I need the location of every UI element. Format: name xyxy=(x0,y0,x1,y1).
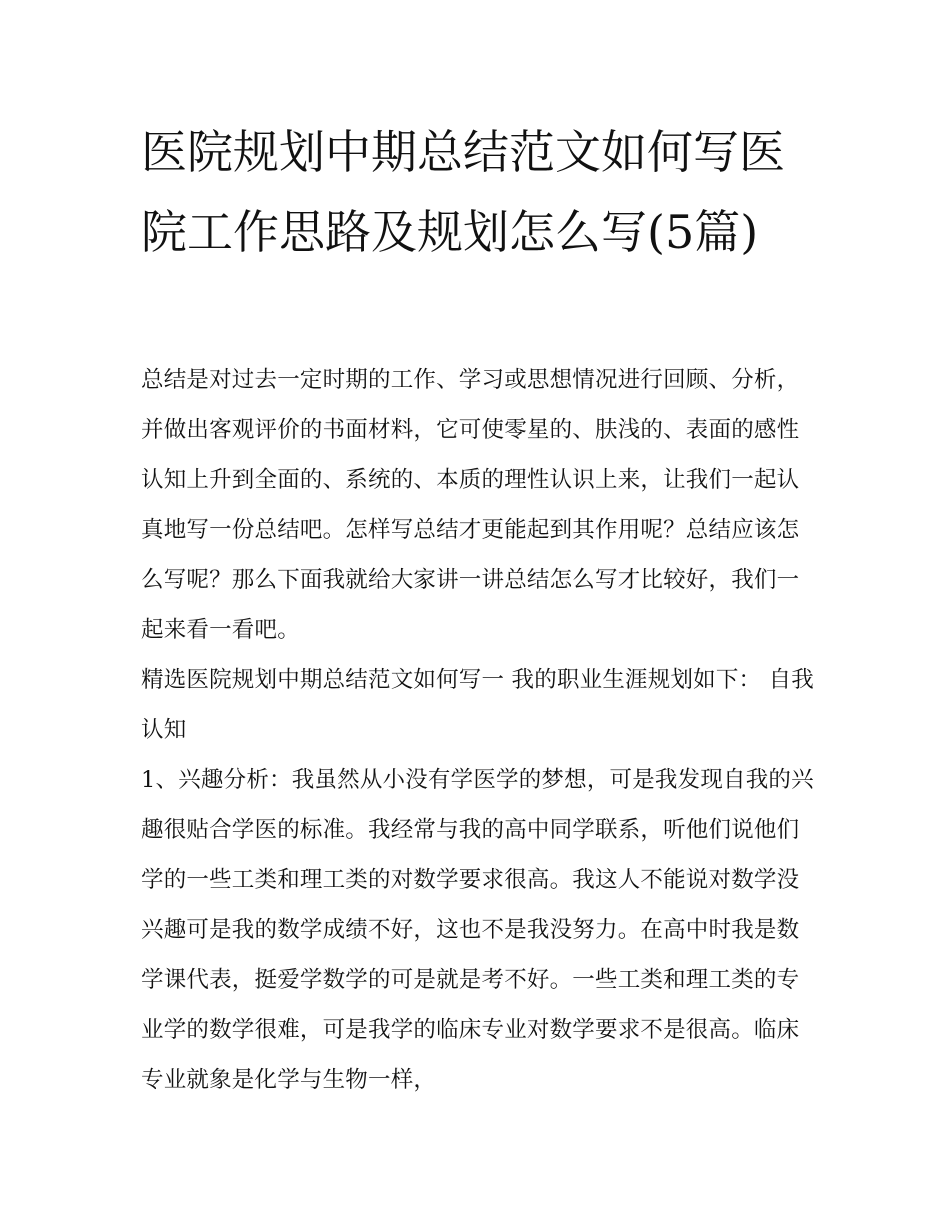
document-title: 医院规划中期总结范文如何写医院工作思路及规划怎么写(5篇) xyxy=(141,125,785,259)
section-heading-paragraph: 精选医院规划中期总结范文如何写一 我的职业生涯规划如下： 自我认知 xyxy=(141,667,815,743)
document-body xyxy=(141,355,817,1105)
intro-paragraph: 总结是对过去一定时期的工作、学习或思想情况进行回顾、分析，并做出客观评价的书面材料，它可使零星的、肤浅的、表面的感性认知上升到全面的、系统的、本质的理性认识上来，让我们一起认真地写一份总结吧。怎样写总结才更能起到其作用呢？总结应该怎么写呢？那么下面我就给大家讲一讲总结怎么写才比较好，我们一起来看一看吧。 xyxy=(141,367,800,643)
interest-analysis-paragraph: 1、兴趣分析：我虽然从小没有学医学的梦想，可是我发现自我的兴趣很贴合学医的标准。我经常与我的高中同学联系，听他们说他们学的一些工类和理工类的对数学要求很高。我这人不能说对数学没兴趣可是我的数学成绩不好，这也不是我没努力。在高中时我是数学课代表，挺爱学数学的可是就是考不好。一些工类和理工类的专业学的数学很难，可是我学的临床专业对数学要求不是很高。临床专业就象是化学与生物一样， xyxy=(141,767,814,1093)
